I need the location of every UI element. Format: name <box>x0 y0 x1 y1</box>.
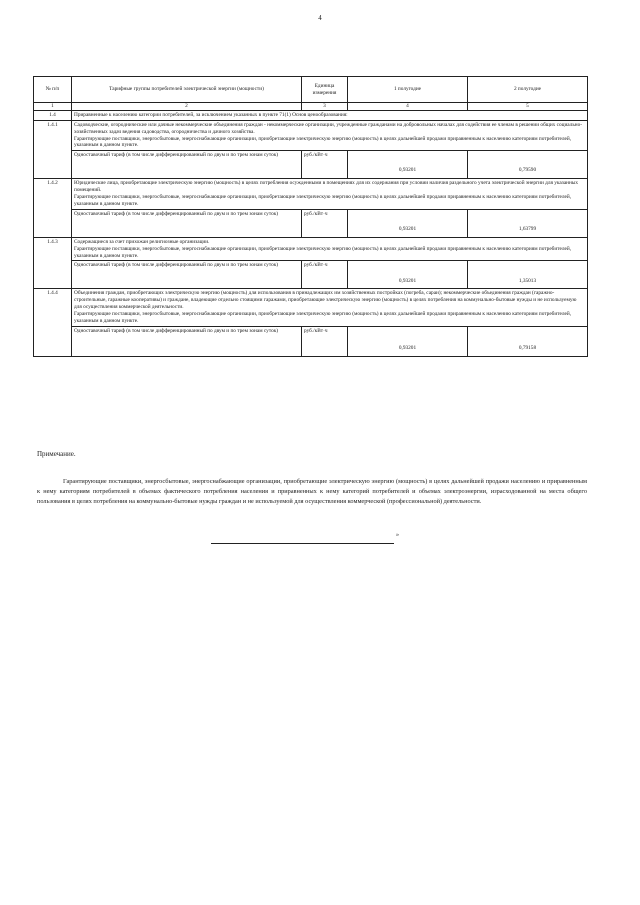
end-mark: » <box>396 532 399 538</box>
column-index: 2 <box>72 103 302 111</box>
group-description-row <box>34 179 588 210</box>
header-half-2: 2 полугодие <box>468 77 588 103</box>
column-index: 1 <box>34 103 72 111</box>
group-description <box>72 289 588 326</box>
note-text: Гарантирующие поставщики, энергосбытовые, энергоснабжающие организации, приобретающие электрическую энергию (мощность) в целях дальнейшей продажи населению и приравненным к нему категориям потребителей в объемах фактического потребления населения и приравненных к нему категорий потребителей и объемах электроэнергии, израсходованной на места общего пользования в целях потребления на коммунально-бытовые нужды граждан и не используемой для осуществления коммерческой (профессиональной) деятельности. <box>37 478 587 505</box>
tariff-unit: руб./кВт·ч <box>302 326 348 356</box>
tariff-name: Одноставочный тариф (в том числе дифференцированный по двум и по трем зонам суток) <box>72 261 302 289</box>
group-description <box>72 179 588 210</box>
group-paragraph: Гарантирующие поставщики, энергосбытовые, энергоснабжающие организации, приобретающие электрическую энергию (мощность) в целях дальнейшей продажи приравненным к населению категориям потребителей, указанным в данном пункте. <box>74 135 572 149</box>
column-index: 5 <box>468 103 588 111</box>
group-number: 1.4.2 <box>34 179 72 238</box>
group-description <box>72 237 588 261</box>
group-description-row <box>34 120 588 151</box>
tariff-name: Одноставочный тариф (в том числе дифференцированный по двум и по трем зонам суток) <box>72 209 302 237</box>
group-description <box>72 120 588 151</box>
group-paragraph: Юридические лица, приобретающие электрическую энергию (мощность) в целях потребления осужденными в помещениях для их содержания при условии наличия раздельного учета электрической энергии для указанных помещений. <box>74 180 579 194</box>
group-description-row <box>34 289 588 326</box>
page-number: 4 <box>318 14 322 22</box>
tariff-value-half-1: 0,93201 <box>348 326 468 356</box>
tariff-row <box>34 261 588 289</box>
section-title: Приравненные к населению категории потребителей, за исключением указанных в пункте 71(1) Основ ценообразования: <box>72 110 588 120</box>
tariff-unit: руб./кВт·ч <box>302 151 348 179</box>
tariff-value-half-2: 0,79158 <box>468 326 588 356</box>
group-paragraph: Садоводческие, огороднические или дачные некоммерческие объединения граждан - некоммерческие организации, учрежденные гражданами на добровольных началах для содействия ее членам в решении общих социально-хозяйственных задач ведения садоводства, огородничества и дачного хозяйства. <box>74 121 583 135</box>
tariff-unit: руб./кВт·ч <box>302 261 348 289</box>
header-half-1: 1 полугодие <box>348 77 468 103</box>
column-index-row <box>34 103 588 111</box>
tariff-value-half-2: 1,35013 <box>468 261 588 289</box>
note-title: Примечание. <box>37 450 76 458</box>
tariff-value-half-2: 0,79590 <box>468 151 588 179</box>
header-group: Тарифные группы потребителей электрической энергии (мощности) <box>72 77 302 103</box>
header-unit: Единица измерения <box>302 77 348 103</box>
group-paragraph: Объединения граждан, приобретающих электрическую энергию (мощность) для использования в принадлежащих им хозяйственных постройках (погреба, сараи); некоммерческие объединения граждан (гаражно-строительные, гаражные кооперативы) и граждане, владеющие отдельно стоящими гаражами, приобретающие электрическую энергию (мощность) в целях потребления на коммунально-бытовые нужды и не используемую для осуществления коммерческой деятельности. <box>74 290 577 311</box>
section-number: 1.4 <box>34 110 72 120</box>
end-divider <box>211 543 394 544</box>
group-paragraph: Содержащиеся за счет прихожан религиозные организации. <box>74 238 210 245</box>
tariff-row <box>34 326 588 356</box>
column-index: 4 <box>348 103 468 111</box>
tariff-value-half-1: 0,93201 <box>348 209 468 237</box>
section-row <box>34 110 588 120</box>
group-paragraph: Гарантирующие поставщики, энергосбытовые, энергоснабжающие организации, приобретающие электрическую энергию (мощность) в целях дальнейшей продажи приравненным к населению категориям потребителей, указанным в данном пункте. <box>74 245 572 259</box>
tariff-row <box>34 209 588 237</box>
column-index: 3 <box>302 103 348 111</box>
header-num: № п/п <box>34 77 72 103</box>
group-number: 1.4.4 <box>34 289 72 356</box>
group-number: 1.4.1 <box>34 120 72 179</box>
group-paragraph: Гарантирующие поставщики, энергосбытовые, энергоснабжающие организации, приобретающие электрическую энергию (мощность) в целях дальнейшей продажи приравненным к населению категориям потребителей, указанным в данном пункте. <box>74 311 572 324</box>
group-number: 1.4.3 <box>34 237 72 289</box>
tariff-name: Одноставочный тариф (в том числе дифференцированный по двум и по трем зонам суток) <box>72 151 302 179</box>
tariff-value-half-2: 1,63799 <box>468 209 588 237</box>
tariff-name: Одноставочный тариф (в том числе дифференцированный по двум и по трем зонам суток) <box>72 326 302 356</box>
tariff-unit: руб./кВт·ч <box>302 209 348 237</box>
tariff-table <box>33 76 588 357</box>
table-header-row <box>34 77 588 103</box>
tariff-value-half-1: 0,93201 <box>348 151 468 179</box>
group-description-row <box>34 237 588 261</box>
tariff-value-half-1: 0,93201 <box>348 261 468 289</box>
group-paragraph: Гарантирующие поставщики, энергосбытовые, энергоснабжающие организации, приобретающие электрическую энергию (мощность) в целях дальнейшей продажи приравненным к населению категориям потребителей, указанным в данном пункте. <box>74 194 572 207</box>
tariff-row <box>34 151 588 179</box>
